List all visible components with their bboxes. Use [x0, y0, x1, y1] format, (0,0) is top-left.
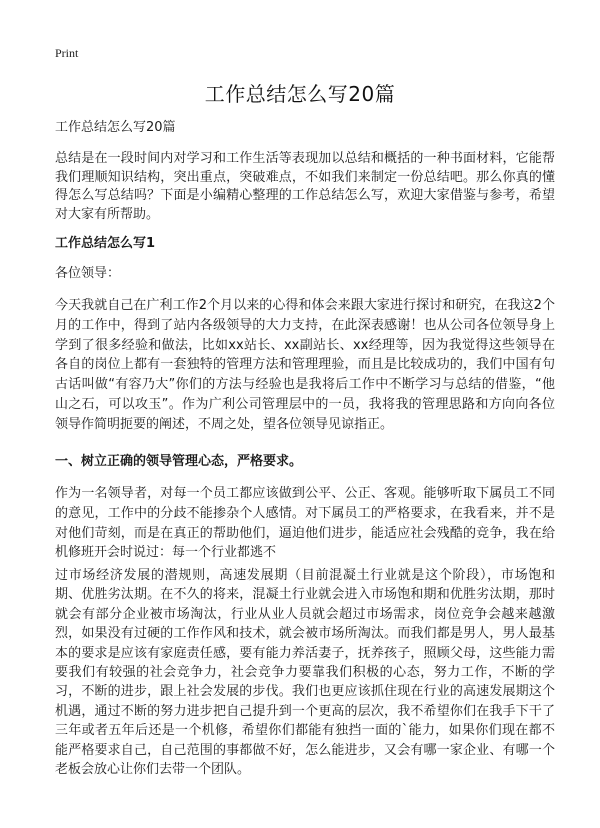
- document-title: 工作总结怎么写20篇: [204, 82, 396, 106]
- document-subtitle: 工作总结怎么写20篇: [55, 120, 176, 135]
- section-heading-2: 一、树立正确的领导管理心态，严格要求。: [55, 454, 303, 469]
- print-label: Print: [55, 46, 79, 60]
- intro-paragraph: 总结是在一段时间内对学习和工作生活等表现加以总结和概括的一种书面材料，它能帮我们理顺知识结构，突出重点，突破难点，不如我们来制定一份总结吧。那么你真的懂得怎么写总结吗？下面是小编精心整理的工作总结怎么写，欢迎大家借鉴与参考，希望对大家有所帮助。: [55, 151, 555, 222]
- greeting: 各位领导：: [55, 266, 121, 281]
- body-paragraph-2: 作为一名领导者，对每一个员工都应该做到公平、公正、客观。能够听取下属员工不同的意见，工作中的分歧不能掺杂个人感情。对下属员工的严格要求，在我看来，并不是对他们苛刻，而是在真正的帮助他们，逼迫他们进步，能适应社会残酷的竞争，我在给机修班开会时说过：每一个行业都逃不: [55, 486, 555, 561]
- body-paragraph-3: 过市场经济发展的潜规则，高速发展期（目前混凝土行业就是这个阶段），市场饱和期、优胜劣汰期。在不久的将来，混凝土行业就会进入市场饱和期和优胜劣汰期，那时就会有部分企业被市场淘汰，行业从业人员就会超过市场需求，岗位竞争会越来越激烈，如果没有过硬的工作作风和技术，就会被市场所淘汰。而我们都是男人，男人最基本的要求是应该有家庭责任感，要有能力养活妻子，抚养孩子，照顾父母，这些能力需要我们有较强的社会竞争力，社会竞争力要靠我们积极的心态，努力工作，不断的学习，不断的进步，跟上社会发展的步伐。我们也更应该抓住现在行业的高速发展期这个机遇，通过不断的努力进步把自己提升到一个更高的层次，我不希望你们在我手下干了三年或者五年后还是一个机修，希望你们都能有独挡一面的`能力，如果你们现在都不能严格要求自己，自己范围的事都做不好，怎么能进步，又会有哪一家企业、有哪一个老板会放心让你们去带一个团队。: [55, 568, 555, 778]
- section-heading-1: 工作总结怎么写1: [55, 236, 156, 251]
- body-paragraph-1: 今天我就自己在广利工作2个月以来的心得和体会来跟大家进行探讨和研究，在我这2个月的工作中，得到了站内各级领导的大力支持，在此深表感谢！也从公司各位领导身上学到了很多经验和做法，比如xx站长、xx副站长、xx经理等，因为我觉得这些领导在各自的岗位上都有一套独特的管理方法和管理理验，而且是比较成功的，我们中国有句古话叫做“有容乃大”你们的方法与经验也是我将后工作中不断学习与总结的借鉴，“他山之石，可以攻玉”。作为广利公司管理层中的一员，我将我的管理思路和方向向各位领导作简明扼要的阐述，不周之处，望各位领导见谅指正。: [55, 298, 555, 432]
